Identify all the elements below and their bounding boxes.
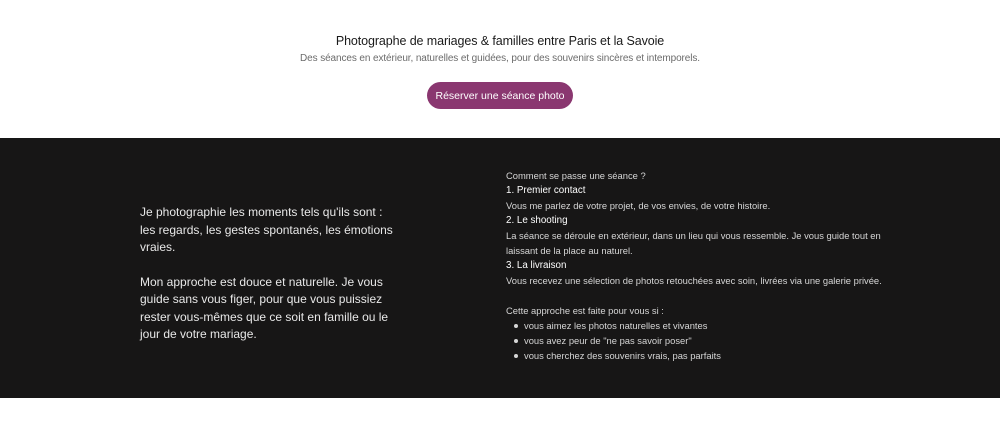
- step-title: 2. Le shooting: [506, 215, 568, 226]
- step-title: 3. La livraison: [506, 260, 567, 271]
- hero-title: Photographe de mariages & familles entre Paris et la Savoie: [335, 34, 665, 48]
- audience-heading: Cette approche est faite pour vous si :: [506, 305, 664, 316]
- step-text: La séance se déroule en extérieur, dans un lieu qui vous ressemble. Je vous guide tout en laissant de la place au naturel.: [506, 230, 881, 256]
- about-section: [0, 138, 1000, 398]
- intro-paragraph-1: Je photographie les moments tels qu'ils sont : les regards, les gestes spontanés, les émotions vraies.: [140, 205, 393, 254]
- step-text: Vous recevez une sélection de photos retouchées avec soin, livrées via une galerie privée.: [506, 275, 882, 286]
- footer-area: [0, 398, 1000, 443]
- book-session-button[interactable]: Réserver une séance photo: [427, 82, 573, 109]
- step-title: 1. Premier contact: [506, 185, 586, 196]
- step-text: Vous me parlez de votre projet, de vos envies, de votre histoire.: [506, 200, 771, 211]
- process-heading: Comment se passe une séance ?: [506, 170, 646, 181]
- intro-text: [140, 204, 400, 344]
- hero-subtitle: Des séances en extérieur, naturelles et guidées, pour des souvenirs sincères et intemporels.: [300, 53, 700, 64]
- intro-paragraph-2: Mon approche est douce et naturelle. Je vous guide sans vous figer, pour que vous puissiez rester vous-mêmes que ce soit en famille ou le jour de votre mariage.: [140, 274, 389, 341]
- hero-section: [0, 0, 1000, 138]
- audience-list: [506, 318, 886, 363]
- list-item: vous avez peur de "ne pas savoir poser": [514, 333, 886, 348]
- process-column: [506, 168, 886, 363]
- list-item: vous cherchez des souvenirs vrais, pas parfaits: [514, 348, 886, 363]
- list-item: vous aimez les photos naturelles et vivantes: [514, 318, 886, 333]
